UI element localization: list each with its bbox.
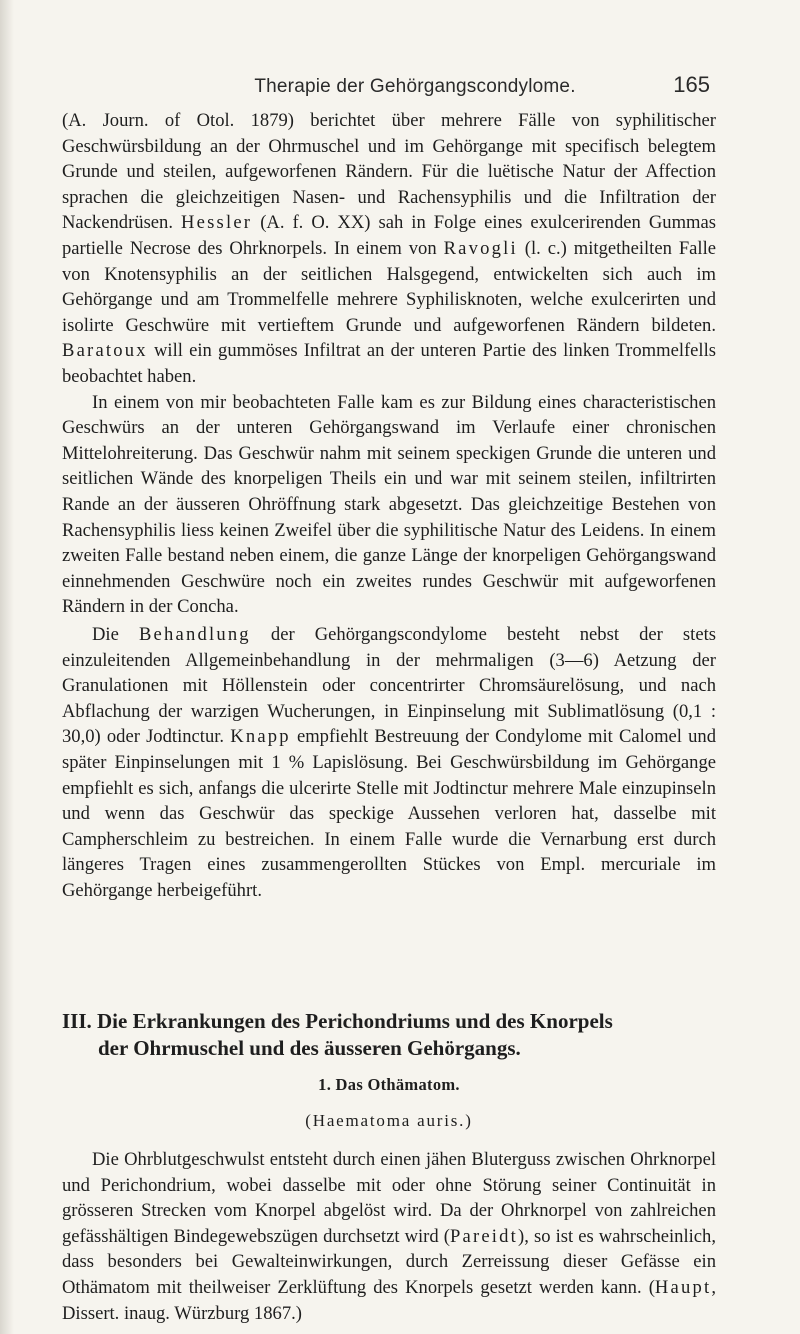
paragraph-treatment	[62, 622, 716, 904]
section-heading-line2: der Ohrmuschel und des äusseren Gehörgangs.	[98, 1036, 521, 1060]
running-title: Therapie der Gehörgangscondylome.	[254, 76, 576, 97]
text-run: (A. Journ. of Otol. 1879) berichtet über mehrere Fälle von syphilitischer Geschwürsbildung an der Ohrmuschel und im Gehörgange mit specifisch belegtem Grunde und steilen, aufgeworfenen Rändern. Für die luëtische Natur der Affection sprachen die gleichzeitigen Nasen- und Rachensyphilis und die Infiltration der Nackendrüsen.	[62, 110, 716, 234]
page-gutter-shadow	[0, 0, 14, 1334]
paragraph-othaematom	[62, 1147, 716, 1326]
text-run: Die Ohrblutgeschwulst entsteht durch einen jähen Bluterguss zwischen Ohrknorpel und Perichondrium, wobei dasselbe mit oder ohne Störung seiner Continuität in grösseren Strecken vom Knorpel abgelöst wird. Da der Ohrknorpel von zahlreichen gefässhältigen Bindegewebszügen durchsetzt wird (	[62, 1149, 716, 1247]
author-name-knapp: Knapp	[230, 726, 291, 748]
text-run: , Dissert. inaug. Würzburg 1867.)	[62, 1276, 716, 1324]
subsection-title: 1. Das Othämatom.	[318, 1075, 460, 1094]
section-heading	[62, 1008, 716, 1062]
author-name-ravogli: Ravogli	[443, 237, 518, 259]
paragraph-behandlung	[62, 622, 716, 904]
keyword-behandlung: Behandlung	[138, 624, 251, 645]
text-run: der Gehörgangscondylome besteht nebst der stets einzuleitenden Allgemeinbehandlung in der mehrmaligen (3—6) Aetzung der Granulationen mit Höllenstein oder concentrirter Chromsäurelösung, und nach Abflachung der warzigen Wucherungen, in Einpinselung mit Sublimatlösung (0,1 : 30,0) oder Jodtinctur.	[62, 624, 716, 748]
subsection-latin-name: (Haematoma auris.)	[305, 1111, 473, 1130]
author-name-haupt: Haupt	[654, 1276, 712, 1298]
text-run: empfiehlt Bestreuung der Condylome mit Calomel und später Einpinselungen mit 1 % Lapislösung. Bei Geschwürsbildung im Gehörgange empfiehlt es sich, anfangs die ulcerirte Stelle mit Jodtinctur mehrere Male einzupinseln und wenn das Geschwür das speckige Aussehen verloren hat, dasselbe mit Campherschleim zu bestreichen. In einem Falle wurde die Vernarbung erst durch längeres Tragen eines zusammengerollten Stückes von Empl. mercuriale im Gehörgange herbeigeführt.	[62, 726, 716, 901]
author-name-pareidt: Pareidt	[449, 1225, 519, 1247]
section-heading-line1: III. Die Erkrankungen des Perichondriums und des Knorpels	[62, 1009, 613, 1033]
text-run: Die	[92, 624, 139, 645]
paragraph-own-observation: In einem von mir beobachteten Falle kam es zur Bildung eines characteristischen Geschwürs an der unteren Gehörgangswand im Verlaufe einer chronischen Mittelohreiterung. Das Geschwür nahm mit seinem speckigen Grunde die unteren und seitlichen Wände des knorpeligen Theils ein und war mit seinem steilen, infiltrirten Rande an der äusseren Ohröffnung stark abgesetzt. Das gleichzeitige Bestehen von Rachensyphilis liess keinen Zweifel über die syphilitische Natur des Leidens. In einem zweiten Falle bestand neben einem, die ganze Länge der knorpeligen Gehörgangswand einnehmenden Geschwüre noch ein zweites rundes Geschwür mit aufgeworfenen Rändern in der Concha.	[62, 391, 716, 618]
paragraph-ohrblutgeschwulst	[62, 1147, 716, 1326]
text-run: (A. f. O. XX) sah in Folge eines exulcerirenden Gummas partielle Necrose des Ohrknorpels. In einem von	[62, 212, 716, 259]
paragraph-block-syphilis	[62, 108, 716, 620]
text-run: ), so ist es wahrscheinlich, dass besonders bei Gewalteinwirkungen, durch Zerreissung dieser Gefässe ein Othämatom mit theilweiser Zerklüftung des Knorpels gesetzt werden kann. (	[62, 1225, 716, 1298]
page-number: 165	[673, 72, 710, 97]
text-run: (l. c.) mitgetheilten Falle von Knotensyphilis an der seitlichen Halsgegend, entwickelten sich auch im Gehörgange und am Trommelfelle mehrere Syphilisknoten, welche exulcerirten und isolirte Geschwüre mit vertieftem Grunde und aufgeworfenen Rändern bildeten.	[62, 237, 716, 336]
author-name-hessler: Hessler	[181, 212, 253, 234]
text-run: will ein gummöses Infiltrat an der unteren Partie des linken Trommelfells beobachtet haben.	[62, 340, 716, 387]
author-name-baratoux: Baratoux	[62, 340, 148, 362]
paragraph-syphilis-cases	[62, 108, 716, 390]
